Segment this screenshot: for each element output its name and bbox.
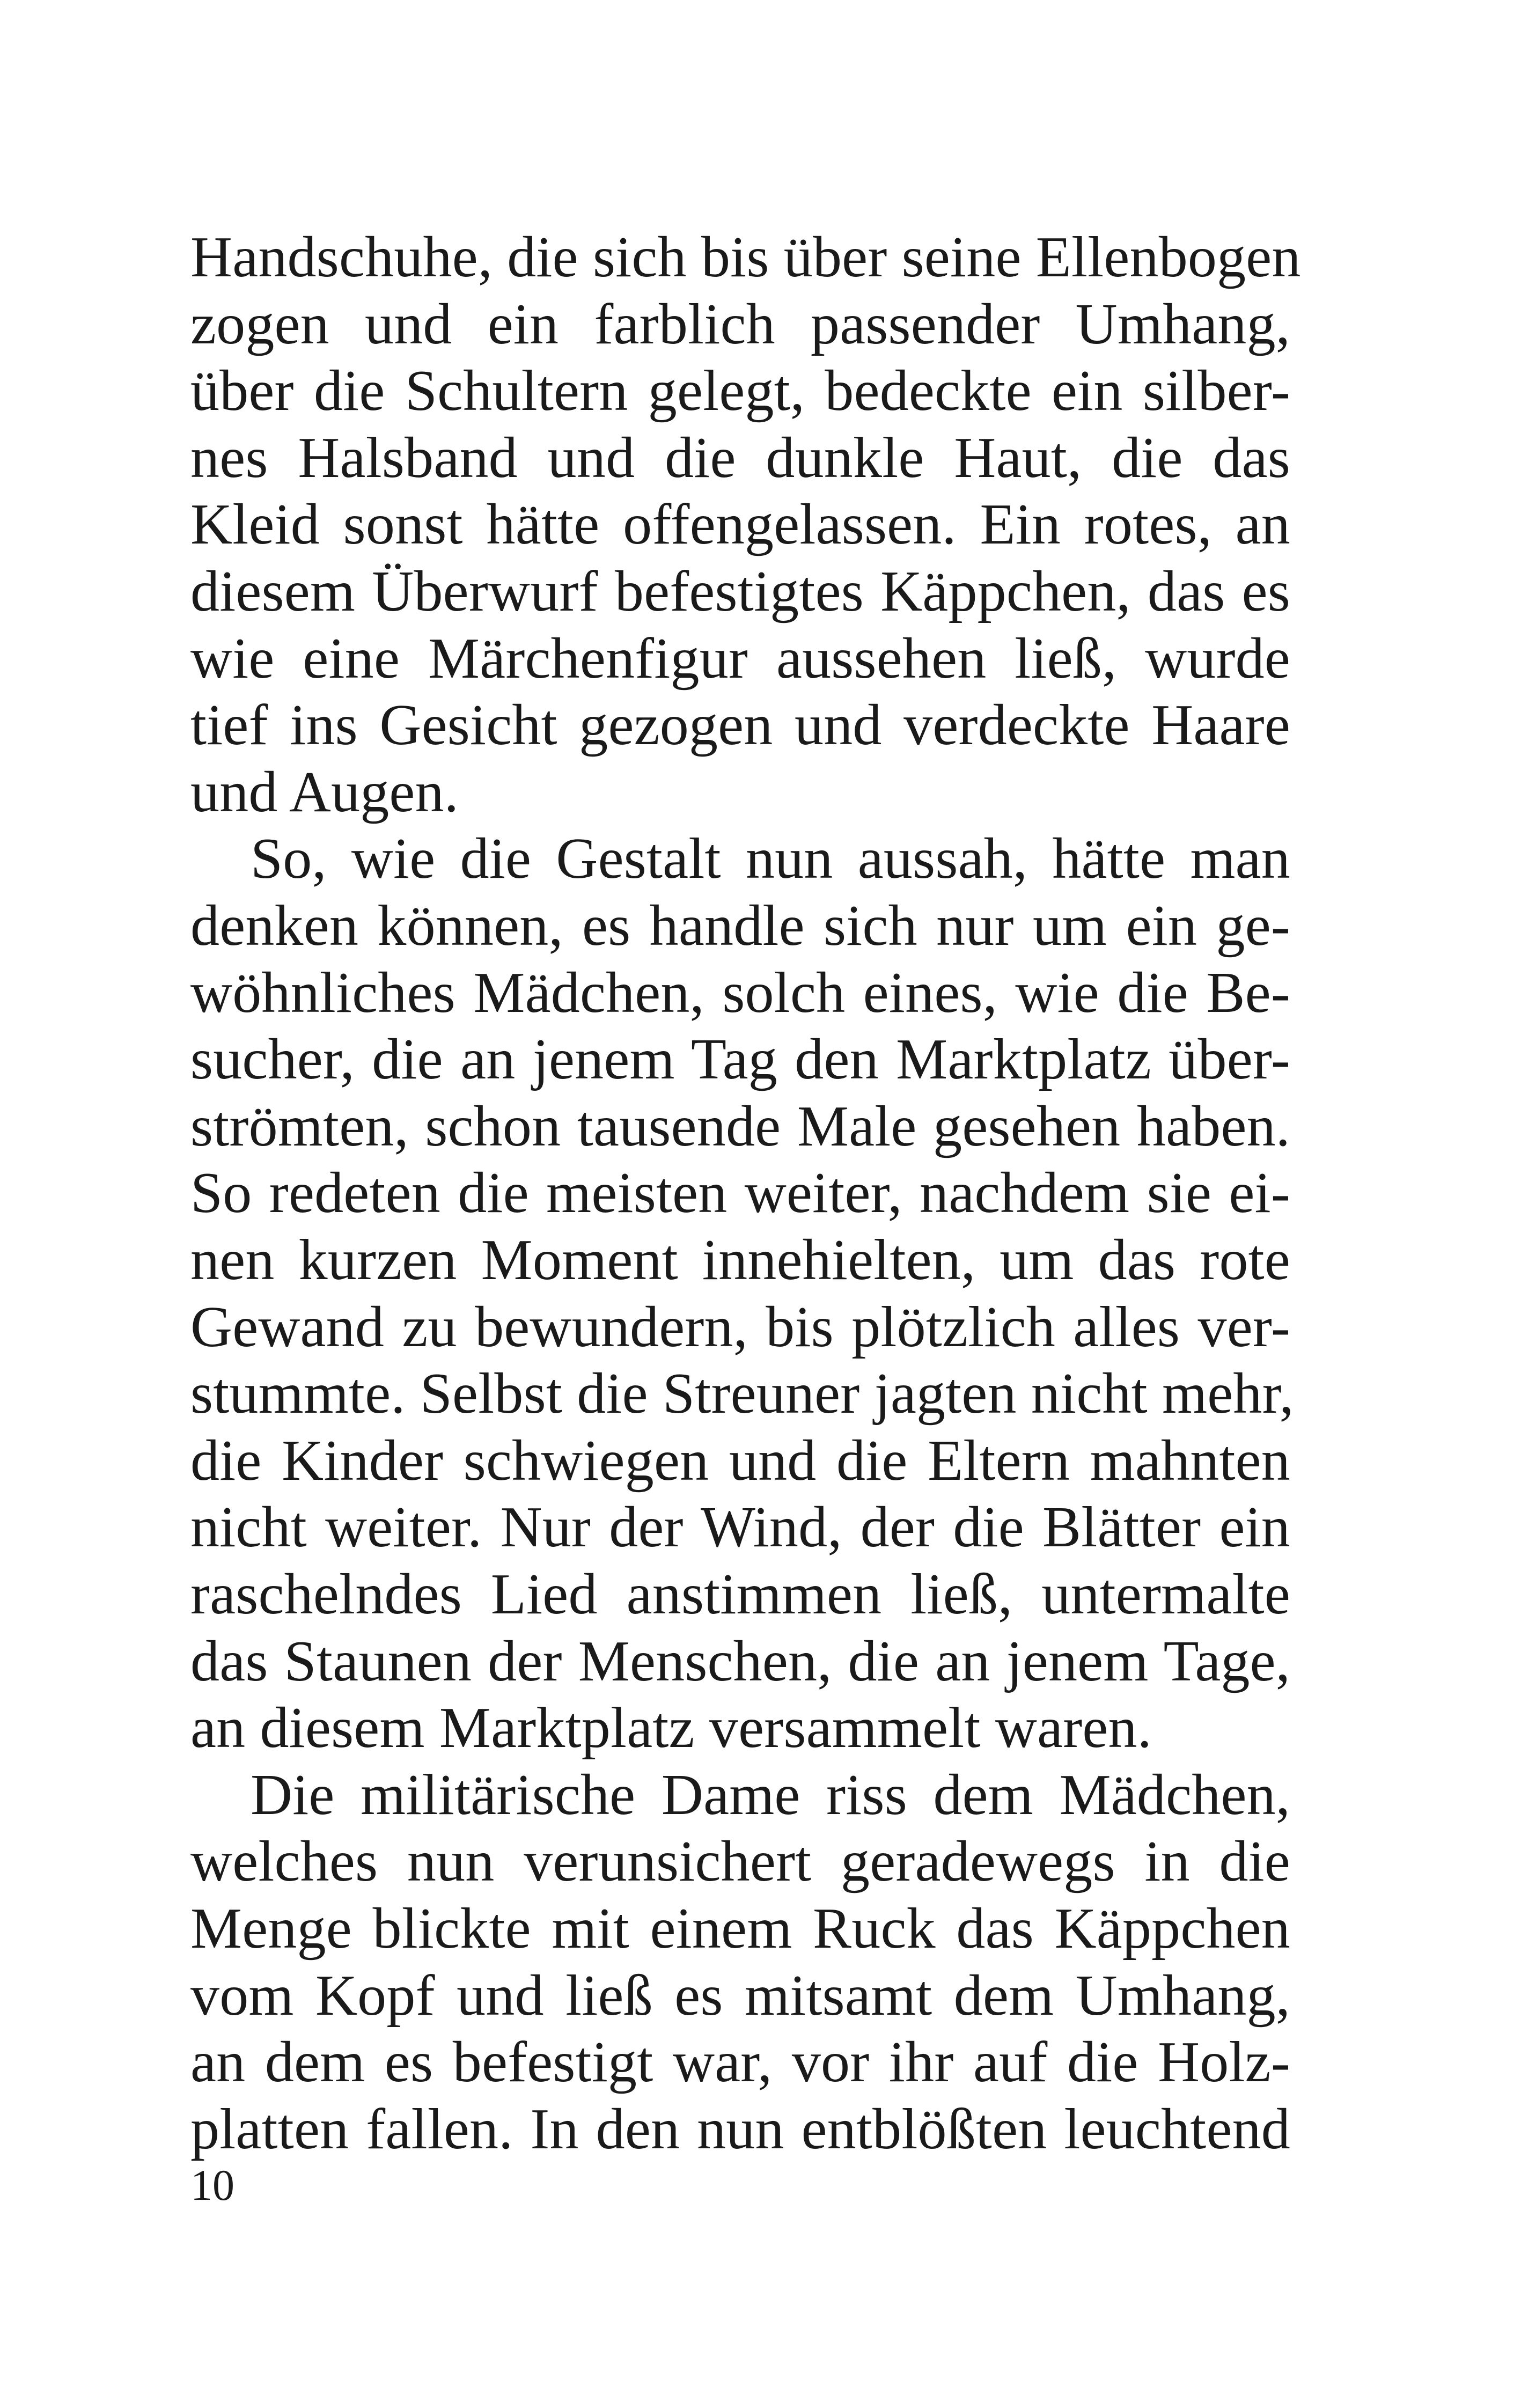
text-line: diesem Überwurf befestigtes Käppchen, das es: [190, 560, 1290, 623]
page-number: 10: [190, 2161, 234, 2209]
text-line: So redeten die meisten weiter, nachdem sie ei-: [190, 1161, 1290, 1225]
text-line: Gewand zu bewundern, bis plötzlich alles ver-: [190, 1295, 1290, 1359]
text-line: sucher, die an jenem Tag den Marktplatz über-: [190, 1027, 1290, 1091]
text-line: über die Schultern gelegt, bedeckte ein silber-: [190, 359, 1290, 423]
text-line: tief ins Gesicht gezogen und verdeckte Haare: [190, 693, 1290, 757]
text-line: stummte. Selbst die Streuner jagten nicht mehr,: [190, 1362, 1294, 1426]
text-line: an dem es befestigt war, vor ihr auf die Holz-: [190, 2030, 1290, 2094]
text-line: die Kinder schwiegen und die Eltern mahnten: [190, 1429, 1290, 1493]
text-line: strömten, schon tausende Male gesehen haben.: [190, 1095, 1290, 1158]
text-line: wöhnliches Mädchen, solch eines, wie die Be-: [190, 961, 1290, 1025]
text-line: nes Halsband und die dunkle Haut, die das: [190, 426, 1290, 490]
text-line: das Staunen der Menschen, die an jenem Tage,: [190, 1629, 1290, 1693]
text-line: nen kurzen Moment innehielten, um das rote: [190, 1228, 1290, 1292]
text-line: an diesem Marktplatz versammelt waren.: [190, 1696, 1152, 1760]
text-line: vom Kopf und ließ es mitsamt dem Umhang,: [190, 1964, 1290, 2028]
text-line: zogen und ein farblich passender Umhang,: [190, 292, 1290, 356]
text-line: denken können, es handle sich nur um ein ge-: [190, 894, 1290, 958]
text-line: Menge blickte mit einem Ruck das Käppchen: [190, 1897, 1290, 1961]
text-line: und Augen.: [190, 760, 459, 824]
text-line: nicht weiter. Nur der Wind, der die Blätter ein: [190, 1495, 1290, 1559]
text-line: raschelndes Lied anstimmen ließ, untermalte: [190, 1562, 1290, 1626]
text-line: welches nun verunsichert geradewegs in die: [190, 1830, 1290, 1893]
text-line: Kleid sonst hätte offengelassen. Ein rotes, an: [190, 493, 1290, 556]
text-line: So, wie die Gestalt nun aussah, hätte man: [251, 827, 1290, 891]
text-line: wie eine Märchenfigur aussehen ließ, wurde: [190, 627, 1290, 691]
text-line: platten fallen. In den nun entblößten leuchtend: [190, 2097, 1290, 2161]
text-line: Die militärische Dame riss dem Mädchen,: [251, 1763, 1290, 1827]
text-line: Handschuhe, die sich bis über seine Ellenbogen: [190, 225, 1301, 289]
